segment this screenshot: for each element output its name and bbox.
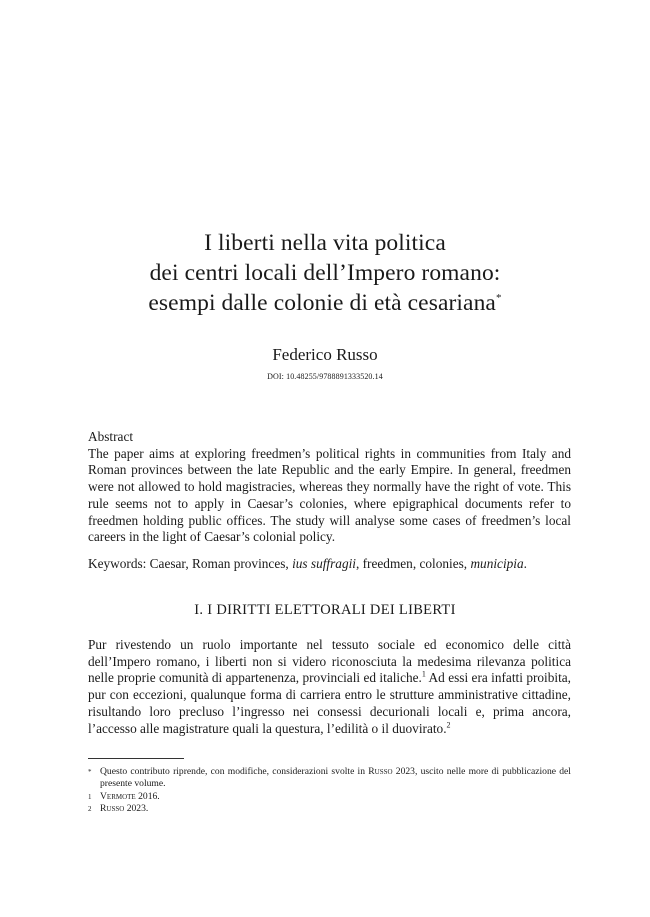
footnote-mark: 2 (88, 804, 92, 813)
footnote-text: 2023. (124, 802, 149, 814)
title-line-2: dei centri locali dell’Impero romano: (149, 260, 501, 286)
title-line-3-text: esempi dalle colonie di età cesariana (148, 290, 496, 316)
footnote-star (88, 766, 571, 791)
abstract-heading: Abstract (88, 429, 134, 444)
body-paragraph (88, 637, 571, 737)
footnote-mark: * (88, 768, 92, 776)
abstract (88, 429, 571, 546)
footnote-author: Russo (368, 766, 393, 777)
paper-title (0, 228, 650, 318)
author-name: Federico Russo (272, 345, 378, 364)
footnote-rule (88, 758, 184, 759)
keywords-end: . (523, 556, 527, 571)
title-line-3 (0, 288, 650, 318)
footnote-text: Questo contributo riprende, con modifiche, considerazioni svolte in (100, 766, 369, 777)
keywords-part-2: , freedmen, colonies, (355, 556, 471, 571)
keywords-part-1: Caesar, Roman provinces, (146, 556, 293, 571)
abstract-body: The paper aims at exploring freedmen’s political rights in communities from Italy and Roman provinces between the late Republic and the early Empire. In general, freedmen were not allowed to hold magistracies, whereas they normally have the right of vote. This rule seems not to apply in Caesar’s colonies, where epigraphical documents refer to freedmen holding public offices. The study will analyse some cases of freedmen’s local careers in the light of Caesar’s colonial policy. (88, 445, 571, 545)
footnote-2 (88, 803, 571, 815)
doi: DOI: 10.48255/9788891333520.14 (267, 372, 383, 381)
footnote-mark: 1 (88, 792, 92, 801)
section-heading: I. I DIRITTI ELETTORALI DEI LIBERTI (194, 602, 456, 618)
title-footnote-mark[interactable]: * (495, 292, 502, 305)
footnote-1 (88, 791, 571, 803)
body-text-1: Pur rivestendo un ruolo importante nel tessuto sociale ed economico delle città dell’Impero romano, i liberti non si videro riconosciuta la medesima rilevanza politica nelle proprie comunità di appartenenza, provinciali ed italiche. (88, 637, 571, 686)
keywords-italic-2: municipia (470, 556, 524, 571)
keywords (88, 556, 571, 573)
keywords-italic-1: ius suffragii (292, 556, 356, 571)
footnote-text: 2023, uscito nelle more di pubblicazione del presente volume. (100, 766, 571, 790)
footnotes (88, 766, 571, 815)
footnote-text: 2016. (135, 790, 160, 802)
title-line-1: I liberti nella vita politica (204, 230, 446, 256)
footnote-ref-1[interactable]: 1 (421, 669, 426, 679)
footnote-ref-2[interactable]: 2 (446, 720, 451, 730)
keywords-label: Keywords: (88, 556, 147, 571)
footnote-author: Russo (100, 802, 125, 814)
footnote-author: Vermote (100, 790, 136, 802)
body-text-2: Ad essi era infatti proibita, pur con eccezioni, qualunque forma di carriera entro le strutture amministrative cittadine, risultando loro precluso l’ingresso nei consessi decurionali locali e, prima ancora, l’accesso alle magistrature quali la questura, l’edilità o il duovirato. (88, 670, 571, 736)
